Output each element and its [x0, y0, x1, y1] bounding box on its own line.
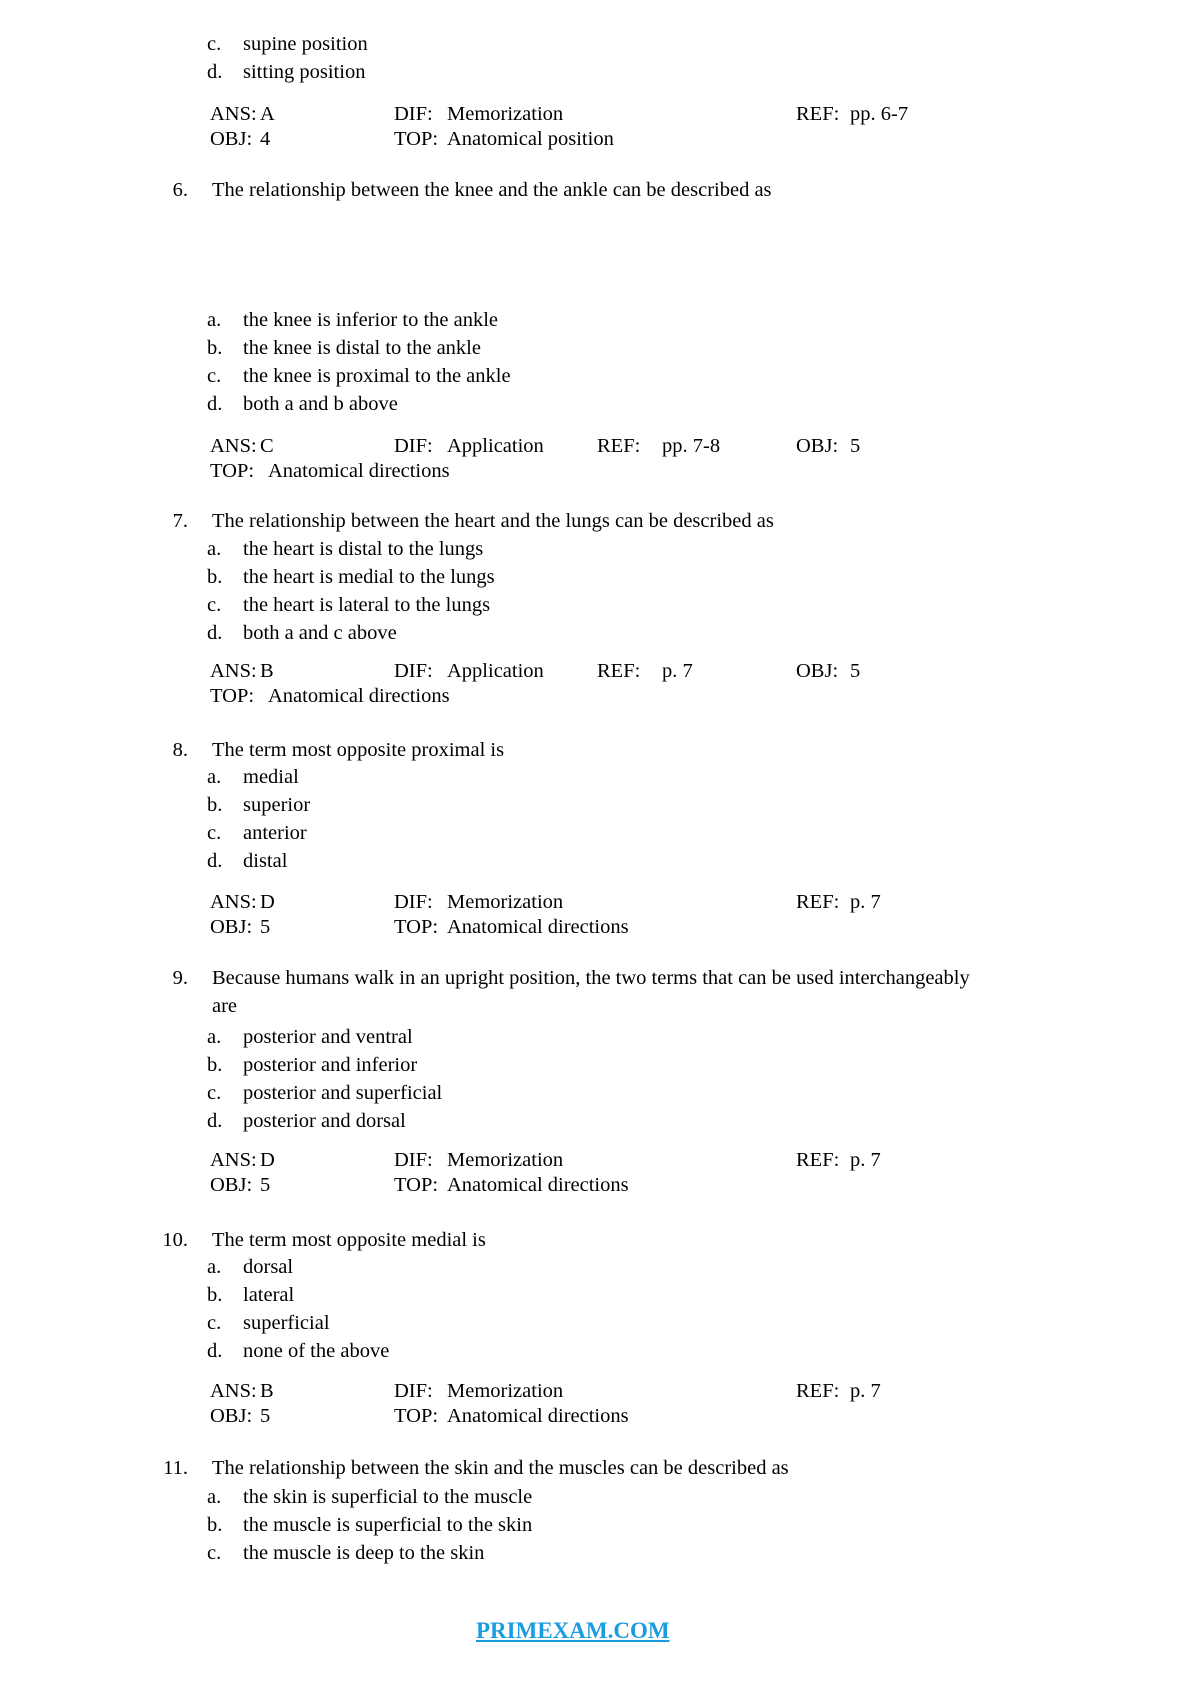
option-letter: d. — [207, 393, 223, 415]
question-line: Because humans walk in an upright position, the two terms that can be used interchangeably — [212, 967, 970, 989]
answer-block — [210, 890, 1192, 942]
option-letter: a. — [207, 1256, 222, 1278]
ans-label: ANS: — [210, 891, 257, 913]
ans-label: ANS: — [210, 660, 257, 682]
question-line: The term most opposite proximal is — [212, 739, 505, 761]
question-line: The relationship between the skin and the muscles can be described as — [212, 1457, 789, 1479]
option — [0, 1253, 1192, 1281]
option — [0, 1281, 1192, 1309]
option — [0, 819, 1192, 847]
obj-value: 5 — [850, 435, 861, 457]
option-letter: d. — [207, 61, 223, 83]
option-text: the knee is distal to the ankle — [243, 337, 481, 359]
obj-label: OBJ: — [210, 916, 253, 938]
dif-value: Application — [447, 660, 544, 682]
answer-row-2 — [210, 459, 1192, 484]
ref-value: pp. 7-8 — [662, 435, 721, 457]
dif-value: Application — [447, 435, 544, 457]
option-text: sitting position — [243, 61, 366, 83]
ref-label: REF: — [796, 103, 840, 125]
question-line: The relationship between the knee and the ankle can be described as — [212, 179, 772, 201]
ans-value: D — [260, 1149, 275, 1171]
top-label: TOP: — [394, 128, 439, 150]
question-text — [212, 1226, 1162, 1254]
ans-label: ANS: — [210, 103, 257, 125]
option-text: the heart is distal to the lungs — [243, 538, 484, 560]
option-list — [0, 1483, 1192, 1567]
dif-value: Memorization — [447, 1149, 564, 1171]
option — [0, 1051, 1192, 1079]
option-text: posterior and ventral — [243, 1026, 413, 1048]
question-text — [212, 736, 1162, 764]
answer-row-2 — [210, 1404, 1192, 1429]
option — [0, 30, 1192, 58]
answer-row-1 — [210, 102, 1192, 127]
option-letter: a. — [207, 766, 222, 788]
option-letter: b. — [207, 337, 223, 359]
top-value: Anatomical directions — [447, 1405, 629, 1427]
option — [0, 1337, 1192, 1365]
option — [0, 334, 1192, 362]
option-letter: c. — [207, 822, 222, 844]
option-letter: b. — [207, 566, 223, 588]
question-line: The term most opposite medial is — [212, 1229, 486, 1251]
option-text: superficial — [243, 1312, 330, 1334]
dif-label: DIF: — [394, 435, 433, 457]
option-letter: c. — [207, 594, 222, 616]
option — [0, 1079, 1192, 1107]
option — [0, 791, 1192, 819]
option-text: posterior and dorsal — [243, 1110, 406, 1132]
ans-label: ANS: — [210, 1149, 257, 1171]
option-list — [0, 1023, 1192, 1135]
option-text: posterior and inferior — [243, 1054, 418, 1076]
question-number: 10. — [162, 1229, 188, 1251]
question-number: 6. — [172, 179, 188, 201]
option-list — [0, 1253, 1192, 1365]
answer-block — [210, 1379, 1192, 1431]
option-letter: b. — [207, 1054, 223, 1076]
option-letter: c. — [207, 365, 222, 387]
top-label: TOP: — [394, 1405, 439, 1427]
dif-value: Memorization — [447, 103, 564, 125]
top-value: Anatomical position — [447, 128, 614, 150]
option-letter: a. — [207, 309, 222, 331]
answer-row-1 — [210, 434, 1192, 459]
dif-value: Memorization — [447, 891, 564, 913]
option — [0, 1107, 1192, 1135]
option-letter: c. — [207, 1082, 222, 1104]
dif-label: DIF: — [394, 1149, 433, 1171]
ref-label: REF: — [597, 435, 641, 457]
option-letter: b. — [207, 1284, 223, 1306]
option-text: superior — [243, 794, 311, 816]
top-value: Anatomical directions — [447, 1174, 629, 1196]
option-list — [0, 535, 1192, 647]
option-letter: b. — [207, 1514, 223, 1536]
question-text — [212, 176, 1162, 204]
ans-value: A — [260, 103, 275, 125]
answer-row-2 — [210, 684, 1192, 709]
ref-value: p. 7 — [850, 1380, 881, 1402]
option-list — [0, 30, 1192, 86]
option-letter: d. — [207, 1110, 223, 1132]
option-letter: c. — [207, 1542, 222, 1564]
dif-label: DIF: — [394, 660, 433, 682]
dif-label: DIF: — [394, 891, 433, 913]
option — [0, 1483, 1192, 1511]
ans-value: D — [260, 891, 275, 913]
obj-label: OBJ: — [210, 1405, 253, 1427]
top-value: Anatomical directions — [268, 685, 450, 707]
option — [0, 535, 1192, 563]
answer-row-1 — [210, 1379, 1192, 1404]
answer-block — [210, 102, 1192, 154]
option-text: both a and b above — [243, 393, 398, 415]
option — [0, 619, 1192, 647]
top-label: TOP: — [394, 916, 439, 938]
ans-value: B — [260, 660, 274, 682]
answer-block — [210, 1148, 1192, 1200]
answer-block — [210, 434, 1192, 486]
ref-label: REF: — [796, 1380, 840, 1402]
dif-label: DIF: — [394, 1380, 433, 1402]
ans-label: ANS: — [210, 1380, 257, 1402]
option-letter: d. — [207, 1340, 223, 1362]
option-list — [0, 306, 1192, 418]
option-letter: a. — [207, 1486, 222, 1508]
obj-value: 5 — [260, 1405, 271, 1427]
option-text: lateral — [243, 1284, 295, 1306]
obj-label: OBJ: — [210, 1174, 253, 1196]
ref-value: pp. 6-7 — [850, 103, 909, 125]
option-text: the heart is lateral to the lungs — [243, 594, 491, 616]
question-line: are — [212, 995, 238, 1017]
option — [0, 306, 1192, 334]
dif-value: Memorization — [447, 1380, 564, 1402]
option-text: medial — [243, 766, 299, 788]
ref-label: REF: — [796, 891, 840, 913]
option — [0, 591, 1192, 619]
option-letter: a. — [207, 538, 222, 560]
option — [0, 847, 1192, 875]
top-label: TOP: — [210, 460, 255, 482]
answer-row-2 — [210, 127, 1192, 152]
option-text: the heart is medial to the lungs — [243, 566, 495, 588]
option-letter: d. — [207, 850, 223, 872]
option-letter: c. — [207, 33, 222, 55]
obj-label: OBJ: — [796, 435, 839, 457]
option-text: none of the above — [243, 1340, 390, 1362]
option-letter: c. — [207, 1312, 222, 1334]
question-number: 7. — [172, 510, 188, 532]
option — [0, 1511, 1192, 1539]
option-text: the knee is inferior to the ankle — [243, 309, 499, 331]
option-list — [0, 763, 1192, 875]
option — [0, 763, 1192, 791]
top-value: Anatomical directions — [268, 460, 450, 482]
question-text — [212, 507, 1162, 535]
ref-value: p. 7 — [850, 891, 881, 913]
option-text: posterior and superficial — [243, 1082, 443, 1104]
ref-label: REF: — [597, 660, 641, 682]
option-text: both a and c above — [243, 622, 397, 644]
option-text: anterior — [243, 822, 307, 844]
top-value: Anatomical directions — [447, 916, 629, 938]
option-letter: b. — [207, 794, 223, 816]
obj-value: 5 — [260, 916, 271, 938]
option — [0, 1539, 1192, 1567]
option-text: supine position — [243, 33, 368, 55]
question-text — [212, 1454, 1162, 1482]
question-number: 9. — [172, 967, 188, 989]
option — [0, 1023, 1192, 1051]
question-line: The relationship between the heart and the lungs can be described as — [212, 510, 774, 532]
obj-label: OBJ: — [210, 128, 253, 150]
ans-label: ANS: — [210, 435, 257, 457]
obj-value: 5 — [850, 660, 861, 682]
option-text: the skin is superficial to the muscle — [243, 1486, 533, 1508]
answer-row-2 — [210, 1173, 1192, 1198]
obj-label: OBJ: — [796, 660, 839, 682]
dif-label: DIF: — [394, 103, 433, 125]
answer-row-1 — [210, 659, 1192, 684]
option-letter: d. — [207, 622, 223, 644]
answer-row-1 — [210, 1148, 1192, 1173]
obj-value: 5 — [260, 1174, 271, 1196]
answer-row-2 — [210, 915, 1192, 940]
ans-value: C — [260, 435, 274, 457]
option-text: dorsal — [243, 1256, 294, 1278]
option — [0, 1309, 1192, 1337]
answer-row-1 — [210, 890, 1192, 915]
obj-value: 4 — [260, 128, 271, 150]
option — [0, 362, 1192, 390]
question-text — [212, 964, 1162, 1020]
option — [0, 390, 1192, 418]
ref-value: p. 7 — [662, 660, 693, 682]
option-letter: a. — [207, 1026, 222, 1048]
option — [0, 563, 1192, 591]
ans-value: B — [260, 1380, 274, 1402]
option-text: the muscle is superficial to the skin — [243, 1514, 533, 1536]
top-label: TOP: — [210, 685, 255, 707]
ref-label: REF: — [796, 1149, 840, 1171]
ref-value: p. 7 — [850, 1149, 881, 1171]
question-number: 11. — [163, 1457, 188, 1479]
option-text: distal — [243, 850, 288, 872]
answer-block — [210, 659, 1192, 711]
option-text: the muscle is deep to the skin — [243, 1542, 485, 1564]
option — [0, 58, 1192, 86]
option-text: the knee is proximal to the ankle — [243, 365, 511, 387]
question-number: 8. — [172, 739, 188, 761]
top-label: TOP: — [394, 1174, 439, 1196]
footer-link[interactable]: PRIMEXAM.COM — [476, 1618, 670, 1643]
